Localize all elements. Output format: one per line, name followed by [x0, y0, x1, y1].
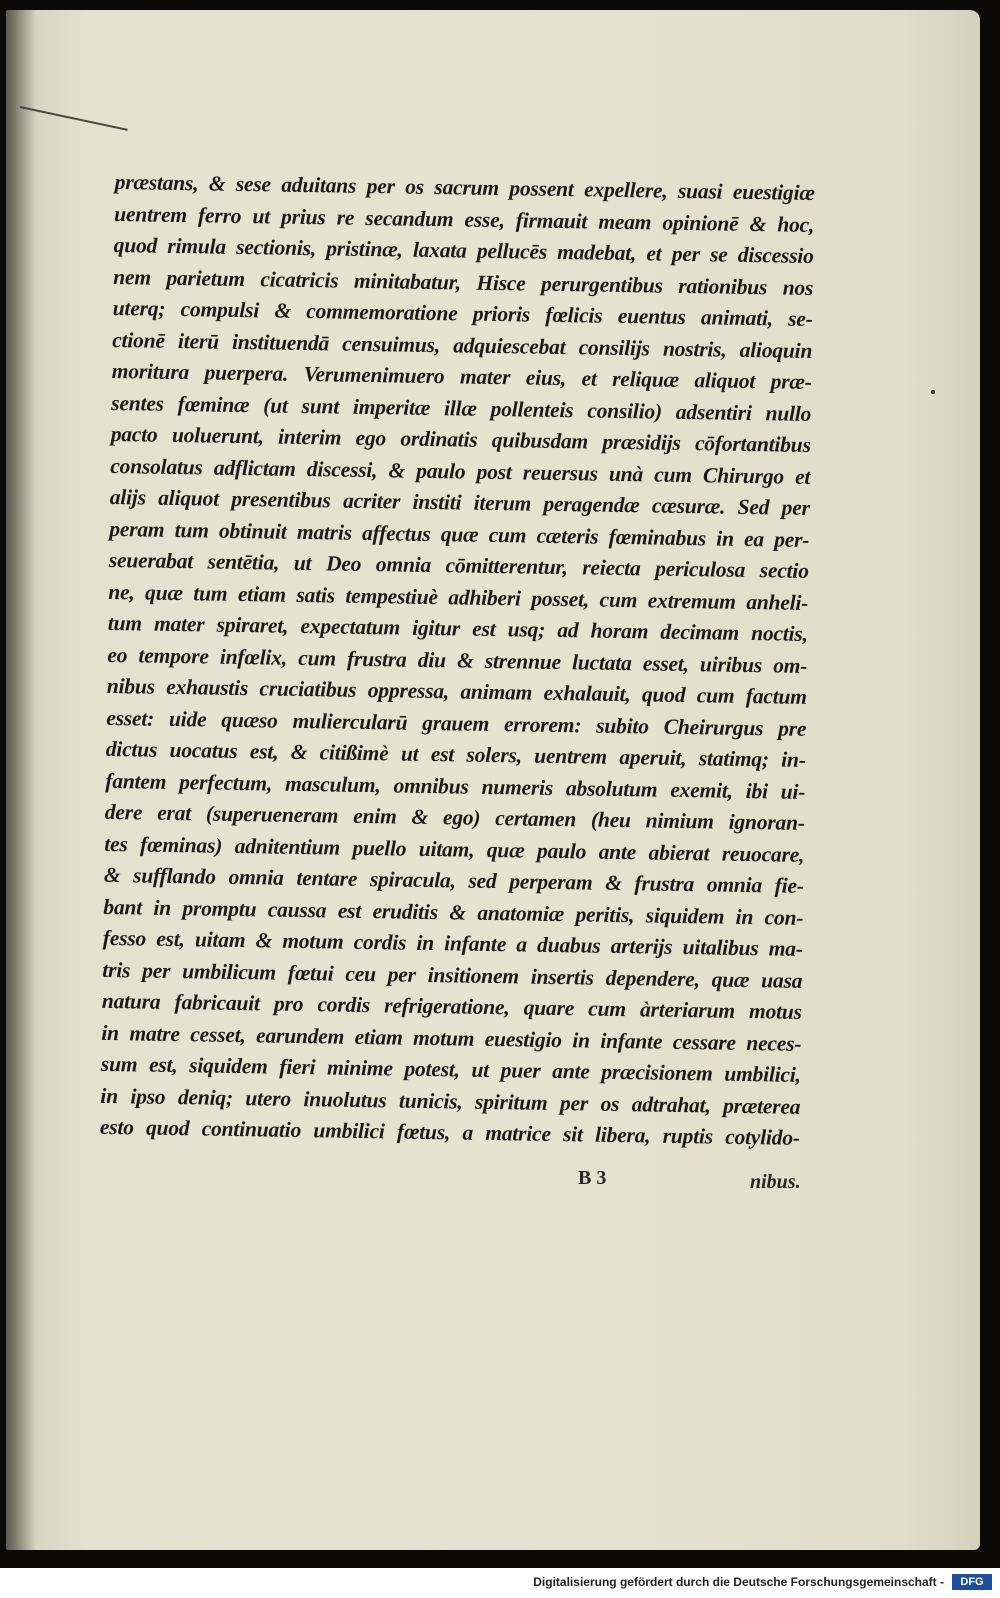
text-line: ne, quæ tum etiam satis tempestiuè adhiberi posset, cum extremum anheli- — [108, 579, 809, 615]
signature-mark: B 3 — [578, 1167, 607, 1189]
text-line: bant in promptu caussa est eruditis & anatomiæ peritis, siquidem in con- — [103, 894, 804, 930]
text-line: sum est, siquidem fieri minime potest, ut puer ante præcisionem umbilici, — [100, 1051, 802, 1087]
text-line: alijs aliquot presentibus acriter institi iterum peragendæ cæsuræ. Sed per — [109, 484, 810, 520]
text-line: consolatus adflictam discessi, & paulo post reuersus unà cum Chirurgo et — [110, 453, 811, 489]
ink-spot — [931, 390, 935, 394]
text-line: esset: uide quæso muliercularū grauem errorem: subito Cheirurgus pre — [106, 705, 807, 741]
text-line: quod rimula sectionis, pristinæ, laxata pellucēs madebat, et per se discessio — [113, 232, 814, 268]
text-line: tes fœminas) adnitentium puello uitam, quæ paulo ante abierat reuocare, — [104, 831, 805, 867]
dfg-logo: DFG — [952, 1574, 992, 1590]
text-line: in matre cesset, earundem etiam motum euestigio in infante cessare neces- — [101, 1020, 802, 1056]
pencil-mark — [20, 106, 128, 131]
text-line: nibus exhaustis cruciatibus oppressa, animam exhalauit, quod cum factum — [106, 673, 807, 709]
text-line: in ipso deniq; utero inuolutus tunicis, spiritum per os adtrahat, præterea — [100, 1083, 801, 1119]
text-line: tris per umbilicum fœtui ceu per insitionem insertis dependere, quæ uasa — [102, 957, 803, 993]
text-line: natura fabricauit pro cordis refrigeratione, quare cum àrteriarum motus — [101, 988, 803, 1024]
text-line: uterq; compulsi & commemoratione prioris fœlicis euentus animati, se- — [112, 295, 813, 331]
text-line: sentes fœminæ (ut sunt imperitæ illæ pollenteis consilio) adsentiri nullo — [111, 390, 812, 426]
text-line: pacto uoluerunt, interim ego ordinatis quibusdam præsidijs cōfortantibus — [110, 421, 811, 457]
text-line: fesso est, uitam & motum cordis in infante a duabus arterijs uitalibus ma- — [102, 925, 803, 961]
text-line: seuerabat sentētia, ut Deo omnia cōmitterentur, reiecta periculosa sectio — [108, 547, 809, 583]
text-line: fantem perfectum, masculum, omnibus numeris absolutum exemit, ibi ui- — [105, 768, 806, 804]
footer-bar — [0, 1568, 1000, 1598]
text-line: & sufflando omnia tentare spiracula, sed perperam & frustra omnia fie- — [103, 862, 804, 898]
text-line: præstans, & sese aduitans per os sacrum possent expellere, suasi euestigiæ — [114, 169, 815, 205]
text-line: eo tempore infœlix, cum frustra diu & strennue luctata esset, uiribus om- — [107, 642, 808, 678]
body-text — [100, 167, 815, 1154]
text-line: uentrem ferro ut prius re secandum esse, firmauit meam opinionē & hoc, — [114, 201, 815, 237]
text-line: tum mater spiraret, expectatum igitur est usq; ad horam decimam noctis, — [107, 610, 808, 646]
catchword: nibus. — [750, 1171, 801, 1193]
text-line: esto quod continuatio umbilici fœtus, a matrice sit libera, ruptis cotylido- — [99, 1114, 801, 1150]
funding-credit: Digitalisierung gefördert durch die Deutsche Forschungsgemeinschaft - — [533, 1575, 944, 1589]
text-line: nem parietum cicatricis minitabatur, Hisce perurgentibus rationibus nos — [113, 264, 814, 300]
text-line: dictus uocatus est, & citißimè ut est solers, uentrem aperuit, statimq; in- — [105, 736, 806, 772]
text-line: peram tum obtinuit matris affectus quæ cum cæteris fœminabus in ea per- — [109, 516, 810, 552]
text-line: moritura puerpera. Verumenimuero mater eius, et reliquæ aliquot præ- — [111, 358, 812, 394]
text-line: ctionē iterū instituendā censuimus, adquiescebat consilijs nostris, alioquin — [112, 327, 813, 363]
text-line: dere erat (superueneram enim & ego) certamen (heu nimium ignoran- — [104, 799, 805, 835]
